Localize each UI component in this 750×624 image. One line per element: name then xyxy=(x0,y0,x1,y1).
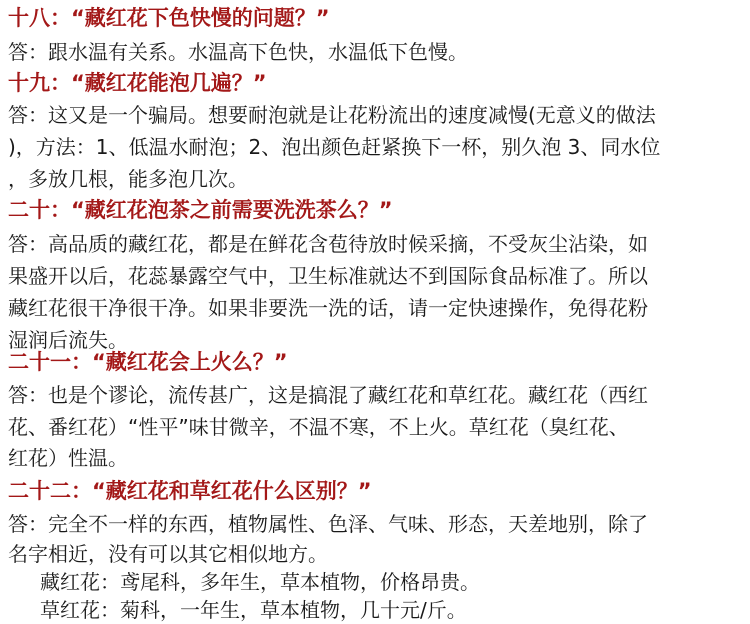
section-19-answer-line-3: ，多放几根，能多泡几次。 xyxy=(8,167,248,191)
section-18-heading: 十八：“藏红花下色快慢的问题？” xyxy=(8,6,330,30)
section-20-answer-line-3: 藏红花很干净很干净。如果非要洗一洗的话，请一定快速操作，免得花粉 xyxy=(8,296,648,320)
section-21-heading: 二十一：“藏红花会上火么？” xyxy=(8,350,288,374)
comparison-saffron-line: 藏红花：鸢尾科，多年生，草本植物，价格昂贵。 xyxy=(40,570,480,594)
section-22-answer-line-1: 答：完全不一样的东西，植物属性、色泽、气味、形态，天差地别，除了 xyxy=(8,512,648,536)
section-18-answer-line-1: 答：跟水温有关系。水温高下色快，水温低下色慢。 xyxy=(8,40,468,64)
section-21-answer-line-2: 花、番红花）“性平”味甘微辛，不温不寒，不上火。草红花（臭红花、 xyxy=(8,415,629,439)
section-22-answer-line-2: 名字相近，没有可以其它相似地方。 xyxy=(8,542,328,566)
section-19-answer-line-2: )，方法：1、低温水耐泡；2、泡出颜色赶紧换下一杯，别久泡 3、同水位 xyxy=(8,135,661,159)
comparison-safflower-line: 草红花：菊科，一年生，草本植物，几十元/斤。 xyxy=(40,598,467,622)
section-19-heading: 十九：“藏红花能泡几遍？” xyxy=(8,71,267,95)
section-21-answer-line-3: 红花）性温。 xyxy=(8,446,128,470)
section-21-answer-line-1: 答：也是个谬论，流传甚广，这是搞混了藏红花和草红花。藏红花（西红 xyxy=(8,383,648,407)
section-20-answer-line-2: 果盛开以后，花蕊暴露空气中，卫生标准就达不到国际食品标准了。所以 xyxy=(8,264,648,288)
section-20-answer-line-1: 答：高品质的藏红花，都是在鲜花含苞待放时候采摘，不受灰尘沾染，如 xyxy=(8,232,648,256)
section-22-heading: 二十二：“藏红花和草红花什么区别？” xyxy=(8,479,372,503)
section-20-heading: 二十：“藏红花泡茶之前需要洗洗茶么？” xyxy=(8,198,393,222)
section-20-answer-line-4: 湿润后流失。 xyxy=(8,328,128,352)
section-19-answer-line-1: 答：这又是一个骗局。想要耐泡就是让花粉流出的速度减慢(无意义的做法 xyxy=(8,103,656,127)
